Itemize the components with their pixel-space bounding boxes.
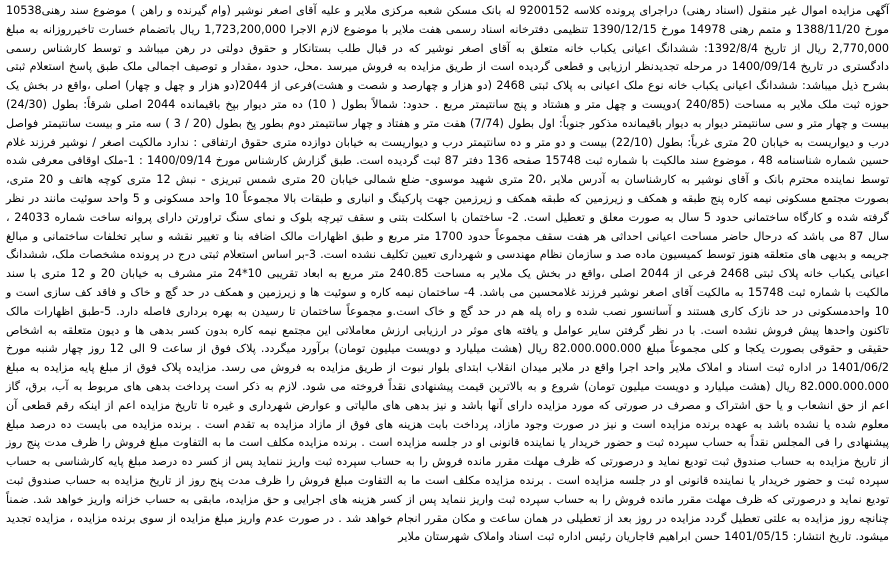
auction-notice-text: آگهی مزایده اموال غیر منقول (اسناد رهنی) دراجرای پرونده کلاسه 9200152 له بانک مسکن شعبه مرکزی ملایر و علیه آقای اصغر نوشیر (وام گیرنده و راهن ) موضوع سند رهنی10538 مورخ 1388/11/20 و متمم رهنی 14978 مورخ 1390/12/15 تنظیمی دفترخانه اسناد رسمی هفت ملایر با موضوع لازم الاجرا 1,723,200,000 ریال باتضمام خسارت تاخیرروزانه به مبلغ 2,770,000 ریال از تاریخ 1392/8/4: ششدانگ اعیانی یکباب خانه متعلق به آقای اصغر نوشیر که در قبال طلب بستانکار و حقوق دولتی در رهن میباشد و توسط کارشناس رسمی دادگستری در تاریخ 1400/09/14 در مرحله تجدیدنظر ارزیابی و قطعی گردیده است از طریق مزایده به فروش میرسد .محل، حدود ،مقدار و توصیف اجمالی ملک طبق پاسخ استعلام ثبتی بشرح ذیل میباشد: ششدانگ اعیانی یکباب خانه نوع ملک اعیانی به پلاک ثبتی 2468 (دو هزار و چهارصد و شصت و هشت)فرعی از 2044(دو هزار و چهل و چهار) اصلی ،واقع در بخش یک حوزه ثبت ملک ملایر به مساحت (240/85 )دویست و چهل متر و هشتاد و پنج سانتیمتر مربع . حدود: شمالاً بطول ( 10) ده متر دیوار بپخ باقیمانده 2044 اصلی شرقاً: بطول (24/30) بیست و چهار متر و سی سانتیمتر دیوار به دیوار باقیمانده مذکور جنوباً: اول بطول (7/74) هفت متر و هفتاد و چهار سانتیمتر دوم بطور پخ بطول (20 / 3 ) سه متر و بیست سانتیمتر فواصل درب و دیواریست به خیابان 20 متری غرباً: بطول (22/10) بیست و دو متر و ده سانتیمتر درب و دیواریست به خیابان دوازده متری حقوق ارتفاقی : ندارد مالکیت اصغر / نوشیر فرزند غلام حسین شماره شناسنامه 48 ، موضوع سند مالکیت با شماره ثبت 15748 صفحه 136 دفتر 87 ثبت گردیده است. طبق گزارش کارشناس مورخ 1400/09/14 : 1-ملک اوقافی معرفی شده توسط نماینده محترم بانک و آقای نوشیر به کارشناسان به آدرس ملایر ،20 متری شهید موسوی- ضلع شمالی خیابان 20 متری شمس تبریزی - نبش 12 متری کوچه هاتف و 20 متری، بصورت مجتمع مسکونی نیمه کاره پنج طبقه و همکف و زیرزمین که طبقه همکف و زیرزمین جهت پارکینگ و انباری و طبقات بالا مجموعاً 10 واحد مسکونی و 5 واحد سوئیت مانند در نظر گرفته شده و کارگاه ساختمانی حدود 5 سال به صورت معلق و تعطیل است. 2- ساختمان با اسکلت بتنی و سقف تیرچه بلوک و نمای سنگ تراورتن دارای پروانه ساخت شماره 24033 ، سال 87 می باشد که درحال حاضر مساحت اعیانی احداثی هر هفت سقف مجموعاً حدود 1700 متر مربع و طبق اظهارات مالک اضافه بنا و تغییر نقشه و سایر تخلفات ساختمانی و مبالغ جریمه و بدیهی های متعلقه هنوز توسط کمیسیون ماده صد و سازمان نظام مهندسی و شهرداری تعیین تکلیف نشده است. 3-بر اساس استعلام ثبتی درج در پرونده مشخصات ملک، ششدانگ اعیانی یکباب خانه پلاک ثبتی 2468 فرعی از 2044 اصلی ،واقع در بخش یک ملایر به مساحت 240.85 متر مربع به ابعاد تقریبی 10*24 متر مشرف به خیابان 20 و 12 متری با سند مالکیت با شماره ثبت 15748 به مالکیت آقای اصغر نوشیر فرزند غلامحسین می باشد. 4- ساختمان نیمه کاره و سوئیت ها و زیرزمین و همکف در حد گچ و خاک و فاقد کف سازی است و 10 واحدمسکونی در حد نازک کاری هستند و آسانسور نصب شده و راه پله هم در حد گچ و خاک است.و مجموعاً ساختمان تا رسیدن به بهره برداری فاصله دارد. 5-طبق اظهارات مالک تاکنون واحدها پیش فروش نشده است. با در نظر گرفتن سایر عوامل و یافته های موثر در ارزیابی ارزش معاملاتی این مجتمع نیمه کاره بدون کسر بدهی ها و دیون متعلقه به اشخاص حقیقی و حقوقی بصورت یکجا و کلی مجموعاً مبلغ 82.000.000.000 ریال (هشت میلیارد و دویست میلیون تومان) برآورد میگردد. پلاک فوق از ساعت 9 الی 12 روز چهار شنبه مورخ 1401/06/2 در اداره ثبت اسناد و املاک ملایر واحد اجرا واقع در ملایر میدان انقلاب ابتدای بلوار نبوت از طریق مزایده به فروش می رسد. مزایده پلاک فوق از مبلغ پایه مزایده به مبلغ 82.000.000.000 ریال (هشت میلیارد و دویست میلیون تومان) شروع و به بالاترین قیمت پیشنهادی نقداً فروخته می شود. لازم به ذکر است پرداخت بدهی های مربوط به آب، برق، گاز اعم از حق انشعاب و یا حق اشتراک و مصرف در صورتی که مورد مزایده دارای آنها باشد و نیز بدهی های مالیاتی و عوارض شهرداری و غیره تا تاریخ مزایده اعم از اینکه رقم قطعی آن معلوم شده یا نشده باشد به عهده برنده مزایده است و نیز در صورت وجود مازاد، پرداخت بابت هزینه های فوق از مازاد مزایده به تقدم است . برنده مزایده می بایست ده درصد مبلغ پیشنهادی را فی المجلس نقداً به حساب سپرده ثبت و حضور خریدار یا نماینده قانونی او در جلسه مزایده است . برنده مزایده مکلف است ما به التفاوت مبلغ فروش را ظرف مدت پنج روز از تاریخ مزایده به حساب صندوق ثبت تودیع نماید و درصورتی که ظرف مهلت مقرر مانده فروش را به حساب سپرده ثبت واریز ننماید پس از کسر ده درصد مبلغ پایه کارشناسی به حساب سپرده ثبت و حضور خریدار یا نماینده قانونی او در جلسه مزایده است . برنده مزایده مکلف است ما به التفاوت مبلغ فروش را ظرف مدت پنج روز از تاریخ مزایده به حساب صندوق ثبت تودیع نماید و درصورتی که ظرف مهلت مقرر مانده فروش را به حساب سپرده ثبت واریز ننماید پس از کسر هزینه های اجرایی و حق مزایده، مابقی به حساب خزانه واریز خواهد شد. ضمناً چنانچه روز مزایده به علتی تعطیل گردد مزایده در روز بعد از تعطیلی در همان ساعت و مکان مقرر انجام خواهد شد . در صورت عدم واریز مبلغ مزایده از سوی برنده مزایده ، مزایده تجدید میشود. تاریخ انتشار: 1401/05/15 حسن ابراهیم قاجاریان رئیس اداره ثبت اسناد واملاک شهرستان ملایر	[6, 4, 890, 544]
